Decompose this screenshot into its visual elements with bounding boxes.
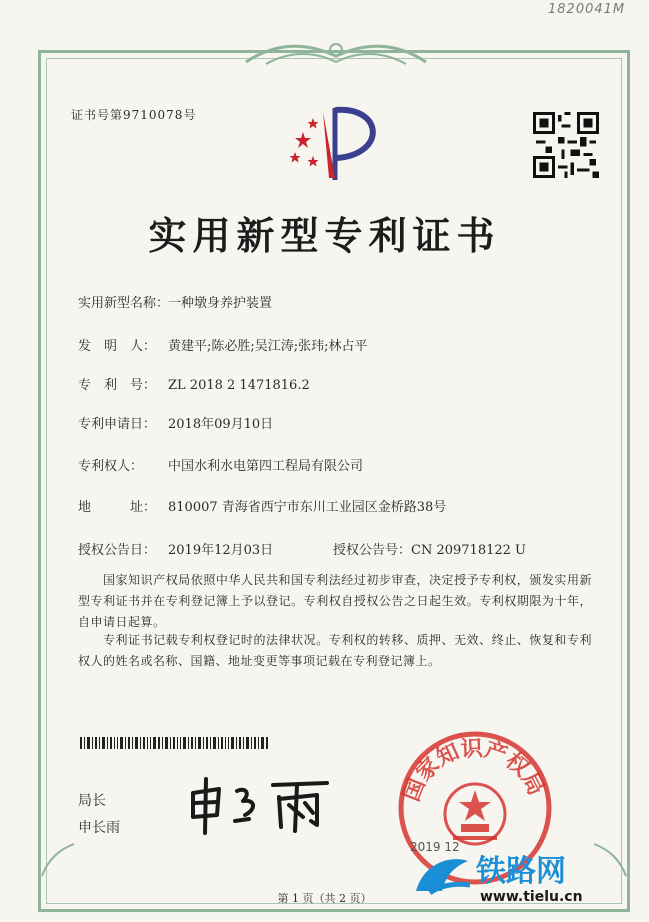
handwritten-signature [185,775,335,835]
field-value: CN 209718122 U [411,543,526,558]
field-value: 2019年12月03日 [168,543,274,558]
legal-paragraph: 专利证书记载专利权登记时的法律状况。专利权的转移、质押、无效、终止、恢复和专利权人的姓名或名称、国籍、地址变更等事项记载在专利登记簿上。 [78,633,592,668]
field-grant-date [78,539,273,558]
field-value: 2018年09月10日 [168,417,274,432]
watermark-url: www.tielu.cn [480,889,583,905]
qr-code-icon [533,112,599,178]
field-label: 专利权人： [78,459,144,474]
patent-office-logo-icon [283,102,387,184]
field-value: ZL 2018 2 1471816.2 [168,378,310,393]
field-address [78,496,446,515]
corner-ornament-icon [38,840,78,880]
field-label: 专 利 号： [78,378,157,393]
field-label: 发 明 人： [78,339,157,354]
field-patent-number [78,374,310,393]
signatory-role: 局长 [78,793,106,809]
document-title: 实用新型专利证书 [148,213,501,258]
field-filing-date [78,413,273,432]
field-value: 黄建平;陈必胜;吴江涛;张玮;林占平 [168,339,368,354]
field-value: 810007 青海省西宁市东川工业园区金桥路38号 [168,500,447,515]
seal-text: 国家知识产权局 [398,735,550,806]
field-label: 授权公告日： [78,543,157,558]
field-value: 中国水利水电第四工程局有限公司 [168,459,364,474]
field-label: 专利申请日： [78,417,157,432]
page-footer: 第 1 页（共 2 页） [277,892,372,905]
signatory-name: 申长雨 [78,820,120,836]
field-patentee [78,455,363,474]
field-grant-number [333,539,526,558]
top-ornament-icon [236,36,436,70]
field-label: 授权公告号： [333,543,412,558]
legal-paragraph: 国家知识产权局依照中华人民共和国专利法经过初步审查，决定授予专利权，颁发实用新型专利证书并在专利登记簿上予以登记。专利权自授权公告之日起生效。专利权期限为十年，自申请日起算。 [78,573,592,629]
watermark-text: 铁路网 [476,854,566,889]
barcode-icon [80,737,270,749]
field-label: 实用新型名称： [78,296,170,311]
field-value: 一种墩身养护装置 [168,296,273,311]
field-label: 地 址： [78,500,157,515]
seal-date: 2019 12 [410,840,460,854]
certificate-number: 证书号第9710078号 [71,108,197,122]
field-inventors [78,335,368,354]
handwritten-note: 1820041M [548,2,626,17]
field-utility-model-name [78,292,272,311]
